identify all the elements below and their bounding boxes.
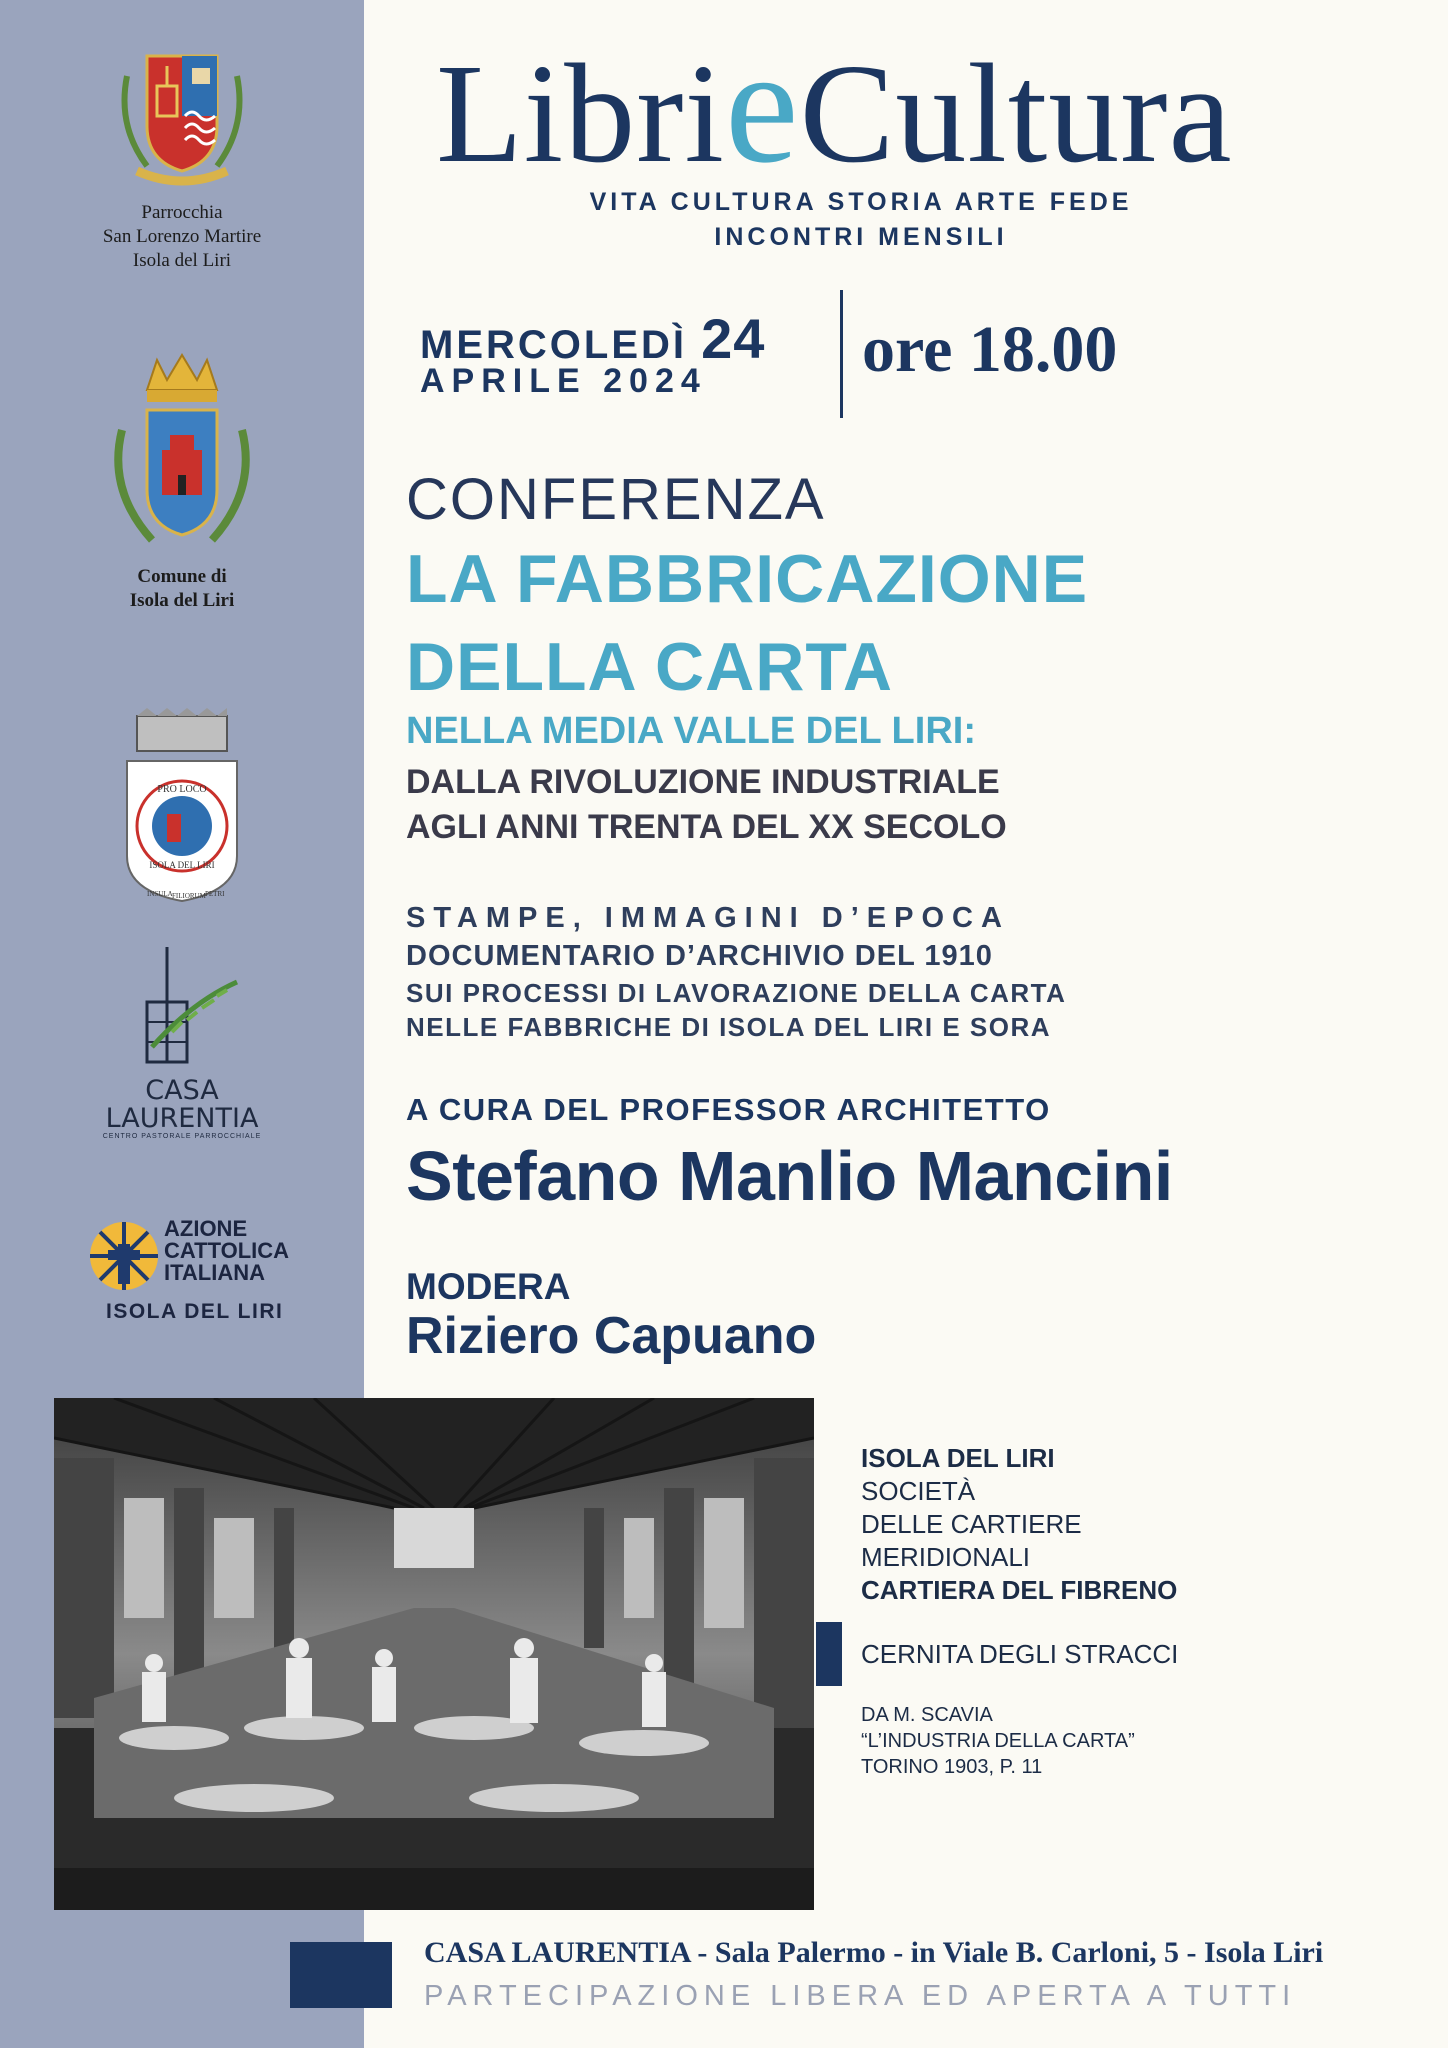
pro-loco-ribbon-1: INSULA (147, 890, 173, 898)
casa-laurentia-tagline: CENTRO PASTORALE PARROCCHIALE (102, 1133, 262, 1140)
conference-subtitle: NELLA MEDIA VALLE DEL LIRI: (406, 710, 976, 752)
parish-caption-3: Isola del Liri (132, 250, 232, 271)
event-weekday: MERCOLEDÌ (420, 323, 687, 367)
casa-laurentia-logo-block (0, 942, 364, 1140)
caption-line-3: MERIDIONALI (861, 1542, 1031, 1572)
conference-line-2: AGLI ANNI TRENTA DEL XX SECOLO (406, 808, 1007, 846)
moderator-label: MODERA (406, 1266, 571, 1307)
factory-interior-illustration (54, 1398, 814, 1910)
event-month-year: APRILE 2024 (420, 362, 707, 400)
brand-part-2: Cultura (799, 34, 1233, 192)
tagline-1: VITA CULTURA STORIA ARTE FEDE (589, 188, 1133, 216)
municipality-logo-block (0, 350, 364, 613)
municipal-coat-of-arms-icon (102, 350, 262, 560)
conference-title-2: DELLA CARTA (406, 629, 893, 705)
footer-accent-bar (290, 1942, 392, 2008)
caption-subject: CERNITA DEGLI STRACCI (861, 1639, 1179, 1669)
brand-e: e (724, 13, 800, 197)
parish-logo-block (0, 46, 364, 273)
parish-coat-of-arms-icon (107, 46, 257, 196)
pro-loco-emblem-icon (117, 706, 247, 906)
pro-loco-logo-block (0, 706, 364, 911)
casa-laurentia-name-1: CASA (145, 1075, 219, 1106)
azione-name-1: AZIONE (164, 1216, 248, 1241)
footer-note: PARTECIPAZIONE LIBERA ED APERTA A TUTTI (424, 1980, 1297, 2012)
description-line-2: DOCUMENTARIO D’ARCHIVIO DEL 1910 (406, 940, 993, 972)
historical-photo (54, 1398, 814, 1910)
caption-source-3: TORINO 1903, P. 11 (861, 1756, 1043, 1778)
conference-title-1: LA FABBRICAZIONE (406, 541, 1089, 617)
description-line-1: STAMPE, IMMAGINI D’EPOCA (406, 902, 1010, 934)
conference-line-1: DALLA RIVOLUZIONE INDUSTRIALE (406, 763, 1000, 801)
description-line-3: SUI PROCESSI DI LAVORAZIONE DELLA CARTA (406, 978, 1067, 1008)
curator-name: Stefano Manlio Mancini (406, 1137, 1173, 1215)
parish-caption-1: Parrocchia (141, 202, 223, 223)
casa-laurentia-name-2: LAURENTIA (105, 1103, 259, 1134)
azione-name-2: CATTOLICA (164, 1238, 290, 1263)
footer-venue: CASA LAURENTIA - Sala Palermo - in Viale B. Carloni, 5 - Isola Liri (424, 1936, 1324, 1969)
caption-line-2: DELLE CARTIERE (861, 1509, 1082, 1539)
caption-place: ISOLA DEL LIRI (861, 1443, 1055, 1473)
caption-factory: CARTIERA DEL FIBRENO (861, 1575, 1178, 1605)
tagline-2: INCONTRI MENSILI (714, 223, 1008, 251)
casa-laurentia-logo-icon (122, 942, 242, 1072)
pro-loco-seal-top: PRO LOCO (157, 784, 207, 795)
curator-label: A CURA DEL PROFESSOR ARCHITETTO (406, 1092, 1051, 1127)
caption-source-1: DA M. SCAVIA (861, 1704, 993, 1726)
date-separator (840, 290, 843, 418)
event-time: ore 18.00 (862, 313, 1118, 386)
azione-cattolica-logo-block (88, 1218, 288, 1328)
pro-loco-ribbon-2: FILIORUM (172, 892, 206, 900)
caption-marker (816, 1622, 842, 1686)
caption-line-1: SOCIETÀ (861, 1476, 976, 1506)
caption-source-2: “L’INDUSTRIA DELLA CARTA” (861, 1730, 1135, 1752)
azione-name-3: ITALIANA (164, 1260, 266, 1285)
event-day-number: 24 (701, 307, 766, 370)
brand-part-1: Libri (436, 34, 725, 192)
moderator-name: Riziero Capuano (406, 1307, 817, 1365)
municipality-caption-1: Comune di (137, 566, 227, 587)
azione-place: ISOLA DEL LIRI (106, 1300, 284, 1323)
description-line-4: NELLE FABBRICHE DI ISOLA DEL LIRI E SORA (406, 1012, 1052, 1042)
azione-cattolica-logo-icon (88, 1220, 160, 1292)
brand-title (436, 13, 1336, 197)
pro-loco-seal-bottom: ISOLA DEL LIRI (149, 860, 215, 870)
conference-label: CONFERENZA (406, 467, 826, 532)
pro-loco-ribbon-3: PETRI (205, 890, 225, 898)
parish-caption-2: San Lorenzo Martire (102, 226, 262, 247)
municipality-caption-2: Isola del Liri (129, 590, 235, 611)
